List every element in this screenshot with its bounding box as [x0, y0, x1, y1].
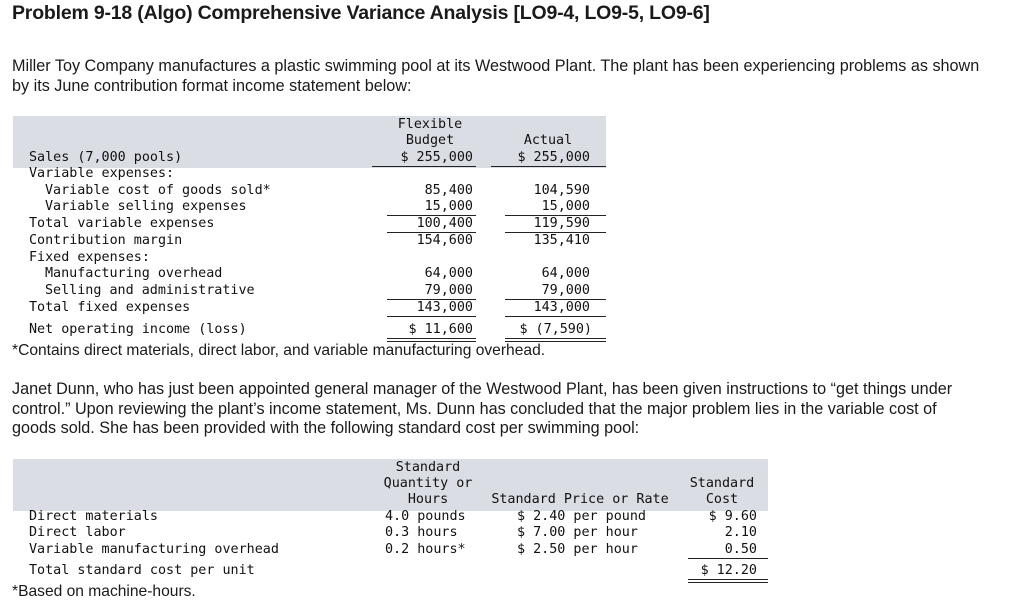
flex-total-variable: 100,400: [416, 216, 473, 231]
standard-cost-footnote: *Based on machine-hours.: [12, 583, 196, 600]
actual-var-cogs: 104,590: [533, 183, 590, 198]
double-rule-std-cost-total: [688, 579, 768, 583]
problem-title: Problem 9-18 (Algo) Comprehensive Variance Analysis [LO9-4, LO9-5, LO9-6]: [12, 2, 710, 24]
row-label-contribution-margin: Contribution margin: [29, 233, 183, 248]
actual-net-operating-income: $ (7,590): [519, 322, 592, 337]
qty-header-line-3: Hours: [407, 492, 449, 507]
std-row-label-total: Total standard cost per unit: [29, 563, 255, 578]
std-price-direct-materials: $ 2.40 per pound: [517, 509, 646, 524]
flex-header-line-2: Budget: [405, 133, 455, 148]
std-price-variable-overhead: $ 2.50 per hour: [517, 542, 638, 557]
actual-selling-admin: 79,000: [541, 283, 590, 298]
std-cost-direct-labor: 2.10: [724, 525, 757, 540]
std-qty-direct-labor: 0.3 hours: [385, 525, 458, 540]
rule-flex-total-fixed: [387, 316, 476, 317]
flex-var-selling: 15,000: [424, 199, 473, 214]
std-cost-direct-materials: $ 9.60: [708, 509, 757, 524]
actual-contribution-margin: 135,410: [533, 233, 590, 248]
row-label-var-selling: Variable selling expenses: [45, 199, 247, 214]
para2-line-1: Janet Dunn, who has just been appointed general manager of the Westwood Plant, has been given instructions to “get things under: [12, 380, 953, 398]
row-label-variable-expenses: Variable expenses:: [29, 166, 175, 181]
actual-var-selling: 15,000: [541, 199, 590, 214]
std-row-label-variable-overhead: Variable manufacturing overhead: [29, 542, 279, 557]
row-label-sales: Sales (7,000 pools): [29, 150, 183, 165]
std-qty-variable-overhead: 0.2 hours*: [385, 542, 466, 557]
income-statement-footnote: *Contains direct materials, direct labor, and variable manufacturing overhead.: [12, 342, 546, 359]
std-cost-variable-overhead: 0.50: [724, 542, 757, 557]
std-row-label-direct-labor: Direct labor: [29, 525, 126, 540]
row-label-selling-admin: Selling and administrative: [45, 283, 255, 298]
second-paragraph: [12, 380, 952, 439]
intro-line-1: Miller Toy Company manufactures a plastic swimming pool at its Westwood Plant. The plant has been experiencing problems as shown: [12, 57, 980, 75]
row-label-var-cogs: Variable cost of goods sold*: [45, 183, 271, 198]
intro-line-2: by its June contribution format income statement below:: [12, 76, 412, 95]
flex-net-operating-income: $ 11,600: [408, 322, 473, 337]
std-price-direct-labor: $ 7.00 per hour: [517, 525, 638, 540]
flex-mfg-overhead: 64,000: [424, 266, 473, 281]
actual-total-fixed: 143,000: [533, 300, 590, 315]
actual-header: Actual: [523, 133, 573, 148]
qty-header-line-2: Quantity or: [383, 476, 473, 491]
qty-header-line-1: Standard: [395, 460, 461, 475]
std-qty-direct-materials: 4.0 pounds: [385, 509, 466, 524]
cost-header-line-2: Cost: [705, 492, 739, 507]
rule-actual-sales: [491, 166, 606, 167]
rule-flex-sales: [372, 166, 476, 167]
row-label-fixed-expenses: Fixed expenses:: [29, 250, 150, 265]
para2-line-3: goods sold. She has been provided with the following standard cost per swimming pool:: [12, 419, 640, 437]
flex-var-cogs: 85,400: [424, 183, 473, 198]
actual-sales: $ 255,000: [517, 150, 590, 165]
std-cost-total: $ 12.20: [700, 563, 757, 578]
rule-std-cost-subtotal: [688, 558, 768, 559]
cost-header-line-1: Standard: [689, 476, 755, 491]
row-label-net-operating-income: Net operating income (loss): [29, 322, 247, 337]
price-header: Standard Price or Rate: [491, 492, 669, 507]
row-label-mfg-overhead: Manufacturing overhead: [45, 266, 223, 281]
flex-selling-admin: 79,000: [424, 283, 473, 298]
row-label-total-variable: Total variable expenses: [29, 216, 215, 231]
actual-mfg-overhead: 64,000: [541, 266, 590, 281]
flex-sales: $ 255,000: [400, 150, 473, 165]
flex-header-line-1: Flexible: [397, 117, 463, 132]
flex-total-fixed: 143,000: [416, 300, 473, 315]
para2-line-2: control.” Upon reviewing the plant’s income statement, Ms. Dunn has concluded that the major problem lies in the variable cost of: [12, 399, 937, 418]
intro-paragraph: [12, 57, 979, 96]
actual-total-variable: 119,590: [533, 216, 590, 231]
rule-actual-total-fixed: [505, 316, 606, 317]
row-label-total-fixed: Total fixed expenses: [29, 300, 191, 315]
std-row-label-direct-materials: Direct materials: [29, 509, 158, 524]
flex-contribution-margin: 154,600: [416, 233, 473, 248]
